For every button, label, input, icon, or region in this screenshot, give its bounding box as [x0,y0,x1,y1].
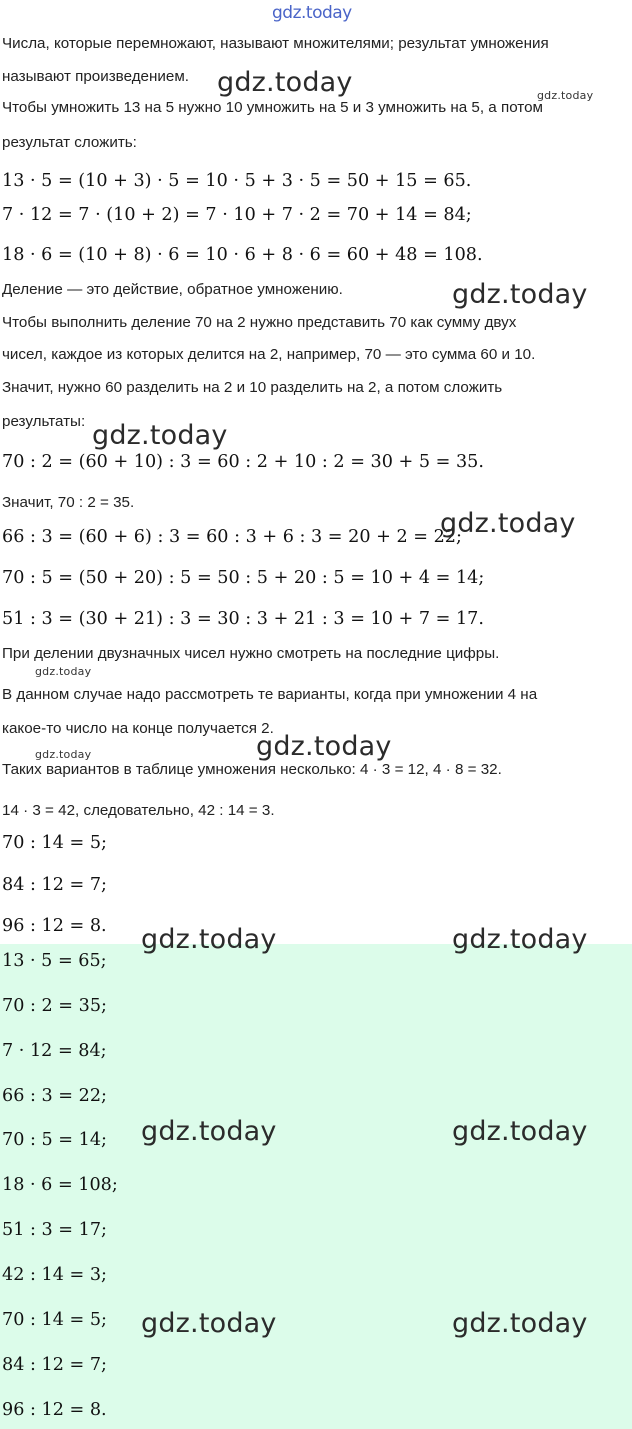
watermark: gdz.today [452,1116,588,1147]
watermark: gdz.today [452,1308,588,1339]
answer-line: 18 · 6 = 108; [2,1175,118,1195]
answer-line: 96 : 12 = 8. [2,1400,107,1420]
math-line: 84 : 12 = 7; [2,875,107,895]
math-line: 51 : 3 = (30 + 21) : 3 = 30 : 3 + 21 : 3 = 10 + 7 = 17. [2,609,484,629]
watermark: gdz.today [217,67,353,98]
answer-line: 84 : 12 = 7; [2,1355,107,1375]
text-line: результаты: [2,413,86,430]
watermark: gdz.today [452,279,588,310]
math-line: 96 : 12 = 8. [2,916,107,936]
text-line: Чтобы выполнить деление 70 на 2 нужно представить 70 как сумму двух [2,314,517,331]
answer-line: 42 : 14 = 3; [2,1265,107,1285]
answer-line: 70 : 5 = 14; [2,1130,107,1150]
math-line: 13 · 5 = (10 + 3) · 5 = 10 · 5 + 3 · 5 = 50 + 15 = 65. [2,171,472,191]
text-line: какое-то число на конце получается 2. [2,720,274,737]
text-line: Значит, нужно 60 разделить на 2 и 10 разделить на 2, а потом сложить [2,379,503,396]
text-line: 14 · 3 = 42, следовательно, 42 : 14 = 3. [2,802,275,819]
watermark: gdz.today [141,924,277,955]
text-line: В данном случае надо рассмотреть те варианты, когда при умножении 4 на [2,686,538,703]
watermark: gdz.today [452,924,588,955]
math-line: 7 · 12 = 7 · (10 + 2) = 7 · 10 + 7 · 2 = 70 + 14 = 84; [2,205,472,225]
watermark: gdz.today [256,731,392,762]
text-line: Числа, которые перемножают, называют множителями; результат умножения [2,35,549,52]
answer-line: 66 : 3 = 22; [2,1086,107,1106]
text-line: результат сложить: [2,134,137,151]
math-line: 70 : 5 = (50 + 20) : 5 = 50 : 5 + 20 : 5 = 10 + 4 = 14; [2,568,485,588]
answer-line: 70 : 14 = 5; [2,1310,107,1330]
watermark: gdz.today [141,1116,277,1147]
watermark: gdz.today [440,508,576,539]
watermark: gdz.today [141,1308,277,1339]
math-line: 66 : 3 = (60 + 6) : 3 = 60 : 3 + 6 : 3 = 20 + 2 = 22; [2,527,462,547]
watermark-small: gdz.today [35,748,92,761]
text-line: Чтобы умножить 13 на 5 нужно 10 умножить на 5 и 3 умножить на 5, а потом [2,99,543,116]
math-line: 70 : 2 = (60 + 10) : 3 = 60 : 2 + 10 : 2 = 30 + 5 = 35. [2,452,484,472]
site-logo[interactable]: gdz.today [272,3,352,23]
text-line: При делении двузначных чисел нужно смотреть на последние цифры. [2,645,500,662]
text-line: чисел, каждое из которых делится на 2, например, 70 — это сумма 60 и 10. [2,346,536,363]
watermark-small: gdz.today [35,665,92,678]
math-line: 18 · 6 = (10 + 8) · 6 = 10 · 6 + 8 · 6 = 60 + 48 = 108. [2,245,483,265]
answer-line: 13 · 5 = 65; [2,951,107,971]
answer-line: 7 · 12 = 84; [2,1041,107,1061]
answer-line: 51 : 3 = 17; [2,1220,107,1240]
text-line: Таких вариантов в таблице умножения несколько: 4 · 3 = 12, 4 · 8 = 32. [2,761,502,778]
watermark: gdz.today [92,420,228,451]
text-line: Значит, 70 : 2 = 35. [2,494,135,511]
answer-line: 70 : 2 = 35; [2,996,107,1016]
text-line: называют произведением. [2,68,189,85]
text-line: Деление — это действие, обратное умножению. [2,281,343,298]
math-line: 70 : 14 = 5; [2,833,107,853]
watermark-small: gdz.today [537,89,594,102]
